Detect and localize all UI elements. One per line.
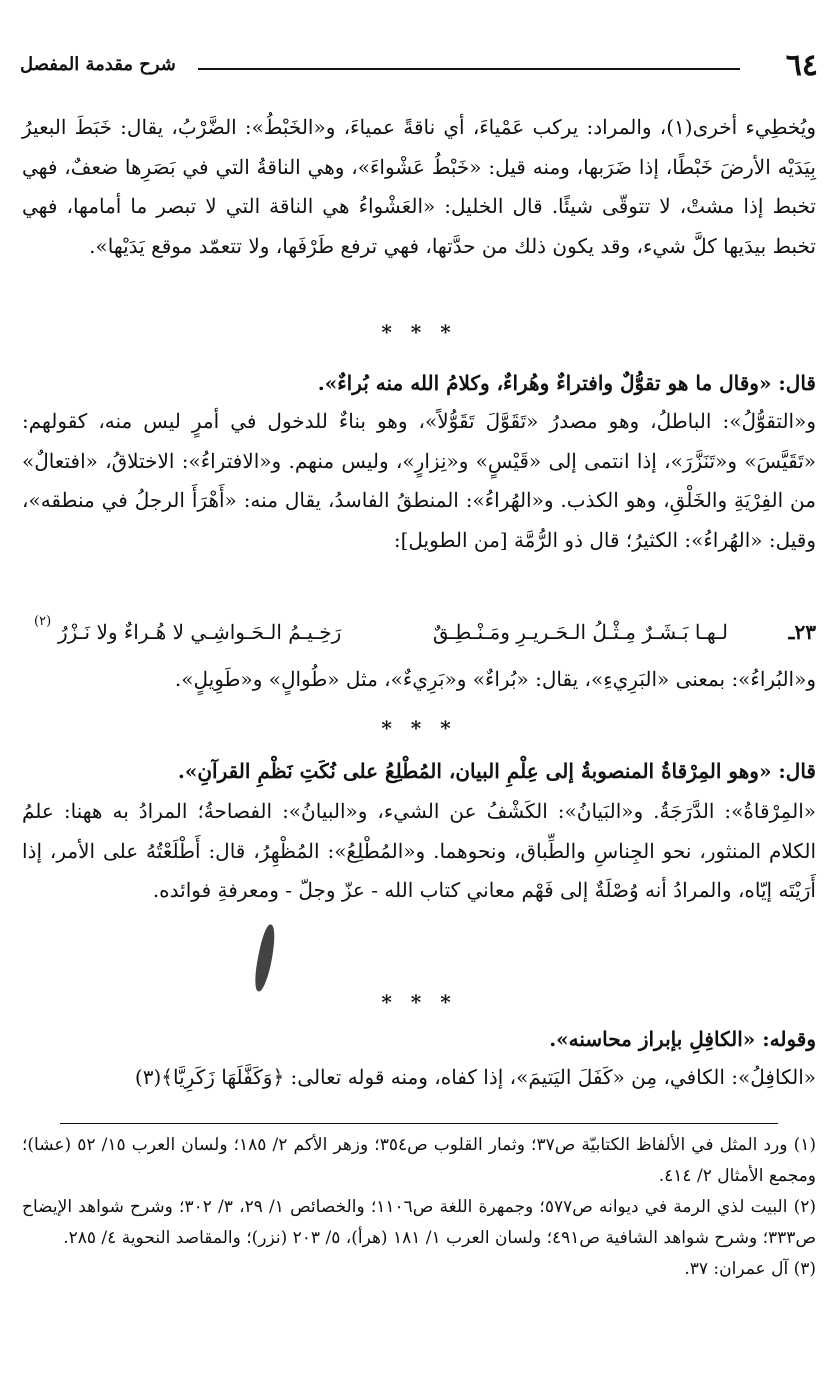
verse-hemistich-second: رَخِـيـمُ الـحَـواشِـي لا هُـراءٌ ولا نَـزْرُ: [58, 620, 342, 644]
page-header: [20, 46, 818, 86]
paragraph-text: «الكافِلُ»: الكافي، مِن «كَفَلَ اليَتيمَ»، إذا كفاه، ومنه قوله تعالى: ﴿وَكَفَّلَهَا زَكَرِيَّا﴾(٣): [134, 1065, 816, 1089]
footnote-1: (١) ورد المثل في الألفاظ الكتابيّة ص٣٧؛ وثمار القلوب ص٣٥٤؛ وزهر الأكم ٢/ ١٨٥؛ ولسان العرب ١٥/ ٥٢ (عشا)؛ ومجمع الأمثال ٢/ ٤١٤.: [22, 1135, 816, 1186]
running-title: شرح مقدمة المفصل: [20, 54, 176, 75]
paragraph-text: و«التقوُّلُ»: الباطلُ، وهو مصدرُ «تَقَوَّلَ تَقَوُّلاً»، وهو بناءٌ للدخول في أمرٍ ليس منه، كقولهم: «تَقَيَّسَ» و«تَنَزَّرَ»، إذا انتمى إلى «قَيْسٍ» و«نِزارٍ»، وليس منهم. و«الافتراءُ»: الاختلاقُ، «افتعالٌ» من الفِرْيَةِ والخَلْقِ، وهو الكذب. و«الهُراءُ»: المنطقُ الفاسدُ، يقال منه: «أَهْرَأَ الرجلُ في منطقه»، وقيل: «الهُراءُ»: الكثيرُ؛ قال ذو الرُّمَّة [من الطويل]:: [22, 409, 816, 552]
quote-kafil: [22, 1020, 816, 1060]
quote-taqawwul: [22, 364, 816, 404]
section-separator: * * *: [381, 716, 457, 740]
quoted-text: وقوله: «الكافِلِ بإبراز محاسنه».: [549, 1027, 816, 1051]
paragraph-taqawwul: [22, 402, 816, 560]
paragraph-text: «المِرْقاةُ»: الدَّرَجَةُ. و«البَيانُ»: الكَشْفُ عن الشيء، و«البيانُ»: الفصاحةُ؛ المرادُ به ههنا: علمُ الكلام المنثور، نحو الجِناسِ والطِّباق، ونحوهما. و«المُطْلِعُ»: المُظْهِرُ، قال: أَطْلَعْتُهُ على الأمر، إذا أَرَيْتَه إيّاه، والمرادُ أنه وُصْلَةٌ إلى فَهْم معاني كتاب الله - عزّ وجلّ - ومعرفةِ فوائده.: [22, 799, 816, 902]
section-separator: * * *: [381, 320, 457, 344]
paragraph-kafil: [22, 1058, 816, 1098]
quoted-text: قال: «وهو المِرْقاةُ المنصوبةُ إلى عِلْمِ البيان، المُطْلِعُ على نُكَتِ نَظْمِ القرآنِ».: [177, 759, 816, 783]
paragraph-mirqat: [22, 792, 816, 911]
ink-smudge: [251, 923, 279, 992]
header-rule: [198, 68, 740, 70]
footnote-reference: (٢): [34, 614, 52, 629]
footnote-separator: [60, 1123, 778, 1124]
footnote-2: (٢) البيت لذي الرمة في ديوانه ص٥٧٧؛ وجمهرة اللغة ص١١٠٦؛ والخصائص ١/ ٢٩، ٣/ ٣٠٢؛ وشرح شواهد الإيضاح ص٣٣٣؛ وشرح شواهد الشافية ص٤٩١؛ ولسان العرب ١/ ١٨١ (هرأ)، ٥/ ٢٠٣ (نزر)؛ والمقاصد النحوية ٤/ ٢٨٥.: [22, 1197, 817, 1248]
page-number: ٦٤: [785, 48, 818, 83]
verse-hemistich-first: لـهـا بَـشَـرٌ مِـثْـلُ الـحَـريـرِ ومَـنْـطِـقٌ: [432, 620, 728, 644]
footnote-3: (٣) آل عمران: ٣٧.: [684, 1259, 816, 1279]
paragraph-khabt: [22, 108, 816, 266]
paragraph-bura: [22, 660, 816, 700]
quoted-text: قال: «وقال ما هو تقوُّلٌ وافتراءٌ وهُراءٌ، وكلامُ الله منه بُراءٌ».: [317, 371, 816, 395]
paragraph-text: ويُخطِيء أخرى(١)، والمراد: يركب عَمْياءَ، أي ناقةً عمياءَ، و«الخَبْطُ»: الضَّرْبُ، يقال: خَبَطَ البعيرُ بِيَدَيْه الأرضَ خَبْطًا، إذا ضَرَبها، ومنه قيل: «خَبْطُ عَشْواءَ»، وهي الناقةُ التي في بَصَرِها ضعفٌ، فهي تخبط إذا مشتْ، لا تتوقّى شيئًا. قال الخليل: «العَشْواءُ هي الناقة التي لا تبصر ما أمامها، فهي تخبط بيدَيها كلَّ شيء، وقد يكون ذلك من حدَّتها، فهي ترفع طَرْفَها، ولا تتعمّد موقع يَدَيْها».: [22, 115, 816, 258]
poetry-verse: [22, 612, 816, 652]
verse-number: ٢٣ـ: [788, 620, 816, 644]
paragraph-text: و«البُراءُ»: بمعنى «البَرِيءِ»، يقال: «بُراءٌ» و«بَرِيءٌ»، مثل «طُوالٍ» و«طَوِيلٍ».: [174, 667, 816, 691]
footnotes: [22, 1130, 816, 1285]
quote-mirqat: [22, 752, 816, 792]
section-separator: * * *: [381, 990, 457, 1014]
